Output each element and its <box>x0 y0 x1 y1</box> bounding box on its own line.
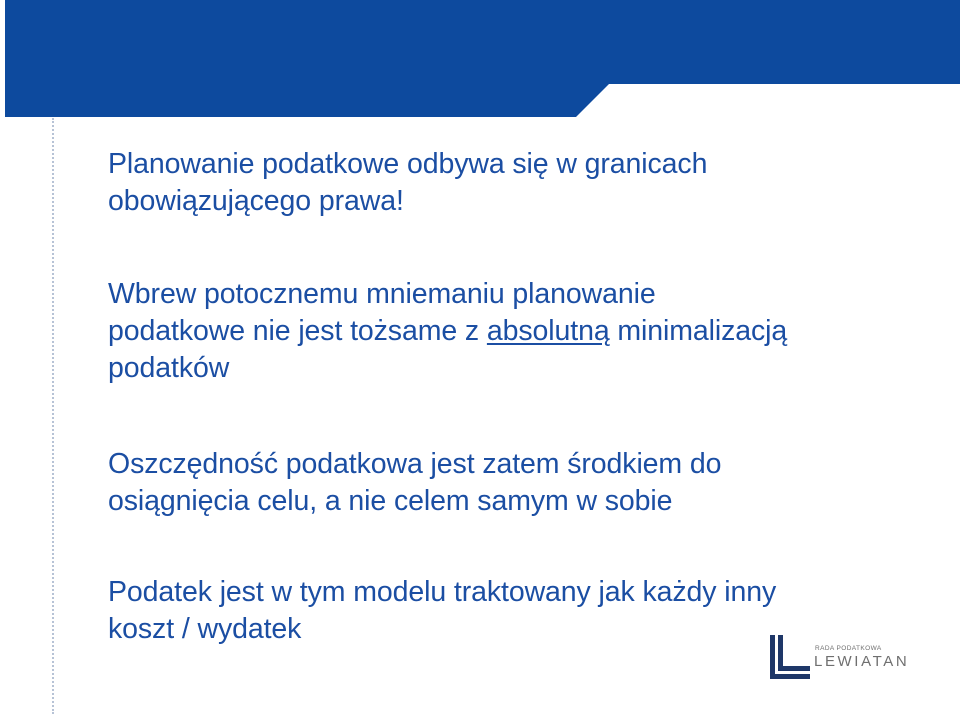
paragraph-1 <box>108 146 707 220</box>
paragraph-2-line-1: Wbrew potocznemu mniemaniu planowanie <box>108 278 656 310</box>
paragraph-3-line-1: Oszczędność podatkowa jest zatem środkiem do <box>108 448 722 480</box>
header-banner <box>5 0 960 117</box>
paragraph-1-line-2: obowiązującego prawa! <box>108 185 404 217</box>
paragraph-4-line-2: koszt / wydatek <box>108 613 302 645</box>
dotted-vertical-rule <box>52 118 54 714</box>
paragraph-3-line-2: osiągnięcia celu, a nie celem samym w sobie <box>108 485 673 517</box>
logo-small-text: RADA PODATKOWA <box>815 645 882 652</box>
paragraph-2 <box>108 276 787 387</box>
underlined-word: absolutną <box>486 315 610 347</box>
paragraph-1-line-1: Planowanie podatkowe odbywa się w granicach <box>108 148 708 180</box>
paragraph-2-line-3: podatków <box>108 352 230 384</box>
paragraph-4-line-1: Podatek jest w tym modelu traktowany jak każdy inny <box>108 576 777 608</box>
logo-brand-text: LEWIATAN <box>814 653 910 670</box>
header-banner-shape <box>5 0 960 117</box>
lewiatan-logo-icon <box>768 632 812 682</box>
paragraph-4 <box>108 574 776 648</box>
paragraph-3 <box>108 446 721 520</box>
lewiatan-logo <box>768 632 918 684</box>
paragraph-2-line-2-end: minimalizacją <box>609 315 788 347</box>
paragraph-2-line-2-start: podatkowe nie jest tożsame z <box>108 315 487 347</box>
